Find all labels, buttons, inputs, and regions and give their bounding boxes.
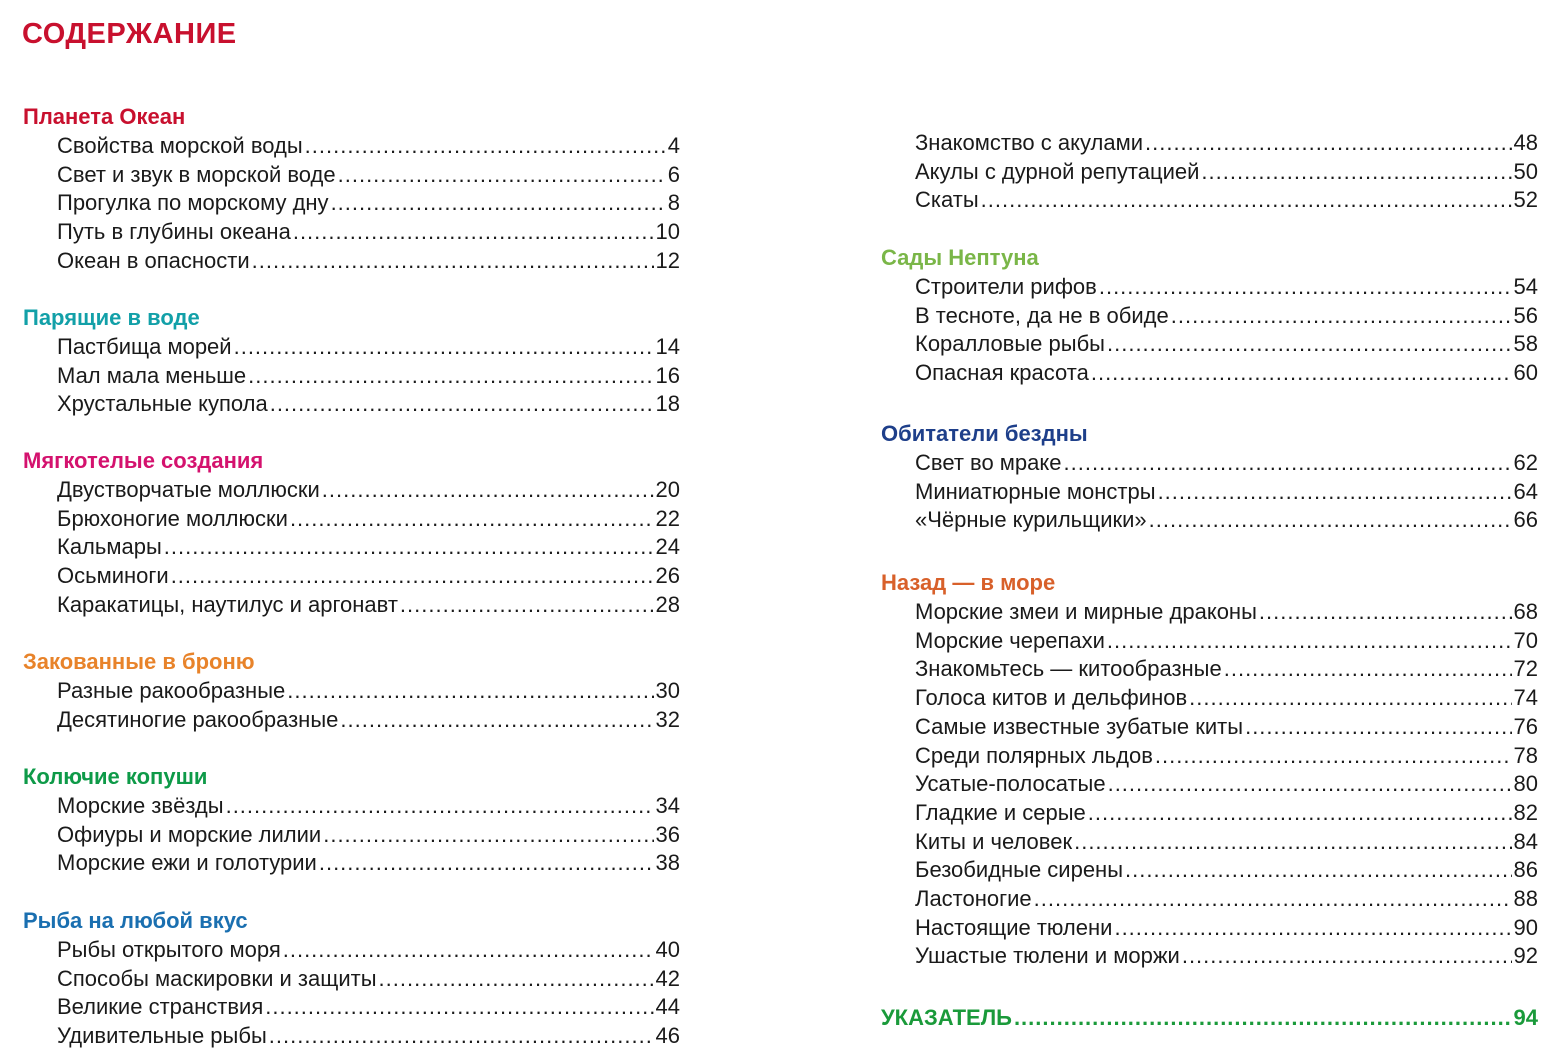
dot-leader [322,476,654,505]
entry-page: 54 [1513,274,1538,299]
entry-label: Океан в опасности [57,247,250,273]
entry-label: Мал мала меньше [57,362,247,388]
entry-page: 40 [655,937,680,962]
dot-leader [1014,1004,1512,1033]
toc-entry[interactable] [57,792,680,821]
entry-label: Способы маскировки и защиты [57,965,377,991]
entry-label: Безобидные сирены [915,857,1124,883]
entry-page: 86 [1513,857,1538,883]
toc-entry[interactable] [57,965,680,994]
dot-leader [1171,302,1512,331]
toc-entry[interactable] [57,390,680,419]
dot-leader [340,706,653,735]
entry-page: 10 [655,219,680,245]
dot-leader [1108,770,1512,799]
entry-label: Путь в глубины океана [57,219,291,245]
toc-entry[interactable] [915,942,1538,971]
entry-label: Морские ежи и голотурии [57,850,317,876]
toc-entry[interactable] [57,362,680,391]
entry-page: 36 [655,821,680,847]
section-heading: Закованные в броню [23,649,255,674]
toc-section [881,129,1538,215]
dot-leader [323,821,653,850]
index-section [881,1004,1538,1033]
entry-label: Морские черепахи [915,627,1105,653]
entry-page: 78 [1513,742,1538,768]
entry-label: Гладкие и серые [915,799,1086,825]
entry-label: Скаты [915,187,979,213]
toc-entry[interactable] [57,533,680,562]
entry-label: Брюхоногие моллюски [57,505,288,531]
toc-entry[interactable] [57,333,680,362]
toc-entry[interactable] [915,770,1538,799]
toc-entry-index[interactable] [881,1004,1538,1033]
dot-leader [287,677,653,706]
entry-label: Рыбы открытого моря [57,937,281,962]
entry-label: Двустворчатые моллюски [57,477,320,502]
entry-page: 80 [1513,771,1538,797]
section-heading: Планета Океан [23,104,186,129]
entry-page: 84 [1513,828,1538,854]
dot-leader [293,218,654,247]
entry-page: 20 [655,477,680,502]
entry-label: Настоящие тюлени [915,914,1113,940]
dot-leader [1114,914,1511,943]
dot-leader [252,247,654,276]
entry-label: Десятиногие ракообразные [57,706,339,732]
toc-entry[interactable] [915,627,1538,656]
toc-entry[interactable] [915,742,1538,771]
entry-label: «Чёрные курильщики» [915,507,1147,533]
entry-page: 64 [1513,478,1538,504]
toc-section [23,103,680,276]
entry-page: 70 [1513,627,1538,653]
dot-leader [171,562,654,591]
entry-page: 30 [655,678,680,703]
toc-section [23,907,680,1051]
dot-leader [1189,684,1511,713]
dot-leader [283,936,654,965]
entry-label: Знакомьтесь — китообразные [915,656,1222,682]
toc-entry[interactable] [57,562,680,591]
entry-page: 22 [655,505,680,531]
toc-entry[interactable] [57,161,680,190]
entry-label: Каракатицы, наутилус и аргонавт [57,591,398,617]
toc-entry[interactable] [57,247,680,276]
toc-entry[interactable] [915,478,1538,507]
entry-page: 92 [1513,943,1538,969]
dot-leader [1074,828,1511,857]
toc-entry[interactable] [57,476,680,505]
dot-leader [265,993,653,1022]
entry-label: Знакомство с акулами [915,130,1143,155]
dot-leader [290,505,654,534]
entry-label: Ушастые тюлени и моржи [915,943,1180,969]
entry-page: 34 [655,793,680,818]
entry-page: 88 [1513,886,1538,912]
entry-page: 12 [655,247,680,273]
toc-entry[interactable] [915,302,1538,331]
entry-page: 32 [655,706,680,732]
entry-page: 6 [667,161,680,187]
page-title: СОДЕРЖАНИЕ [22,18,237,50]
entry-page: 42 [655,965,680,991]
entry-page: 16 [655,362,680,388]
dot-leader [1245,713,1511,742]
entry-page: 94 [1513,1005,1538,1030]
entry-label: Усатые-полосатые [915,771,1106,797]
dot-leader [319,849,654,878]
entry-label: Свет и звук в морской воде [57,161,336,187]
toc-section [23,648,680,734]
toc-entry[interactable] [915,186,1538,215]
dot-leader [1034,885,1512,914]
entry-label: В тесноте, да не в обиде [915,302,1169,328]
toc-entry[interactable] [57,1022,680,1051]
entry-page: 26 [655,563,680,589]
toc-entry[interactable] [915,158,1538,187]
toc-entry[interactable] [915,799,1538,828]
dot-leader [1091,359,1512,388]
dot-leader [331,189,666,218]
dot-leader [1088,799,1512,828]
entry-label: Киты и человек [915,828,1073,854]
entry-page: 62 [1513,450,1538,475]
section-heading: Назад — в море [881,570,1056,595]
dot-leader [226,792,654,821]
dot-leader [234,333,654,362]
entry-label: Среди полярных льдов [915,742,1153,768]
entry-page: 76 [1513,713,1538,739]
entry-page: 4 [667,133,680,158]
toc-entry[interactable] [915,856,1538,885]
toc-entry[interactable] [915,914,1538,943]
toc-entry[interactable] [915,684,1538,713]
dot-leader [305,132,666,161]
dot-leader [1224,655,1512,684]
toc-entry[interactable] [915,449,1538,478]
entry-page: 58 [1513,331,1538,357]
entry-label: Свойства морской воды [57,133,303,158]
dot-leader [379,965,654,994]
entry-label: УКАЗАТЕЛЬ [881,1005,1012,1030]
entry-page: 28 [655,591,680,617]
entry-label: Ластоногие [915,886,1032,912]
dot-leader [1145,129,1512,158]
dot-leader [269,1022,654,1051]
toc-entry[interactable] [57,591,680,620]
entry-page: 68 [1513,599,1538,624]
entry-label: Удивительные рыбы [57,1023,267,1049]
toc-section [881,244,1538,388]
dot-leader [1107,330,1512,359]
toc-entry[interactable] [915,129,1538,158]
dot-leader [981,186,1512,215]
entry-page: 44 [655,994,680,1020]
dot-leader [338,161,666,190]
dot-leader [1099,273,1512,302]
dot-leader [164,533,654,562]
toc-entry[interactable] [915,273,1538,302]
section-heading: Обитатели бездны [881,421,1088,446]
entry-label: Миниатюрные монстры [915,478,1156,504]
entry-label: Опасная красота [915,360,1089,386]
section-heading: Мягкотелые создания [23,448,264,473]
dot-leader [1158,478,1512,507]
dot-leader [1182,942,1512,971]
entry-page: 50 [1513,158,1538,184]
toc-entry[interactable] [57,821,680,850]
section-heading: Рыба на любой вкус [23,908,248,933]
toc-section [23,447,680,620]
entry-label: Свет во мраке [915,450,1062,475]
entry-label: Офиуры и морские лилии [57,821,322,847]
entry-label: Самые известные зубатые киты [915,713,1244,739]
toc-entry[interactable] [915,713,1538,742]
entry-label: Голоса китов и дельфинов [915,685,1188,711]
dot-leader [1107,627,1512,656]
toc-entry[interactable] [915,828,1538,857]
entry-page: 18 [655,391,680,417]
entry-page: 82 [1513,799,1538,825]
entry-label: Разные ракообразные [57,678,286,703]
toc-entry[interactable] [57,706,680,735]
entry-label: Великие странствия [57,994,264,1020]
dot-leader [270,390,654,419]
entry-label: Морские звёзды [57,793,224,818]
dot-leader [1064,449,1512,478]
section-heading: Парящие в воде [23,305,200,330]
entry-label: Прогулка по морскому дну [57,190,329,216]
toc-entry[interactable] [915,598,1538,627]
dot-leader [1201,158,1511,187]
entry-label: Акулы с дурной репутацией [915,158,1200,184]
toc-section [23,763,680,878]
entry-page: 90 [1513,914,1538,940]
entry-label: Строители рифов [915,274,1097,299]
dot-leader [400,591,654,620]
toc-section [881,569,1538,971]
toc-entry[interactable] [57,218,680,247]
entry-page: 14 [655,334,680,359]
toc-entry[interactable] [915,359,1538,388]
toc-entry[interactable] [915,506,1538,535]
dot-leader [1155,742,1512,771]
entry-page: 24 [655,534,680,560]
entry-page: 56 [1513,302,1538,328]
entry-label: Пастбища морей [57,334,232,359]
toc-entry[interactable] [57,189,680,218]
toc-entry[interactable] [57,132,680,161]
dot-leader [1149,506,1512,535]
dot-leader [248,362,653,391]
toc-entry[interactable] [915,885,1538,914]
entry-page: 74 [1513,685,1538,711]
entry-page: 48 [1513,130,1538,155]
entry-page: 52 [1513,187,1538,213]
entry-page: 38 [655,850,680,876]
toc-section [881,420,1538,535]
toc-entry[interactable] [915,330,1538,359]
entry-page: 60 [1513,360,1538,386]
toc-entry[interactable] [57,677,680,706]
toc-entry[interactable] [57,936,680,965]
dot-leader [1259,598,1512,627]
section-heading: Колючие копуши [23,764,208,789]
toc-entry[interactable] [57,849,680,878]
entry-page: 8 [667,190,680,216]
entry-page: 46 [655,1023,680,1049]
entry-label: Коралловые рыбы [915,331,1105,357]
entry-page: 72 [1513,656,1538,682]
dot-leader [1125,856,1511,885]
toc-entry[interactable] [57,993,680,1022]
entry-label: Морские змеи и мирные драконы [915,599,1257,624]
toc-section [23,304,680,419]
entry-page: 66 [1513,507,1538,533]
entry-label: Кальмары [57,534,162,560]
entry-label: Хрустальные купола [57,391,268,417]
entry-label: Осьминоги [57,563,169,589]
section-heading: Сады Нептуна [881,245,1039,270]
toc-entry[interactable] [915,655,1538,684]
toc-entry[interactable] [57,505,680,534]
